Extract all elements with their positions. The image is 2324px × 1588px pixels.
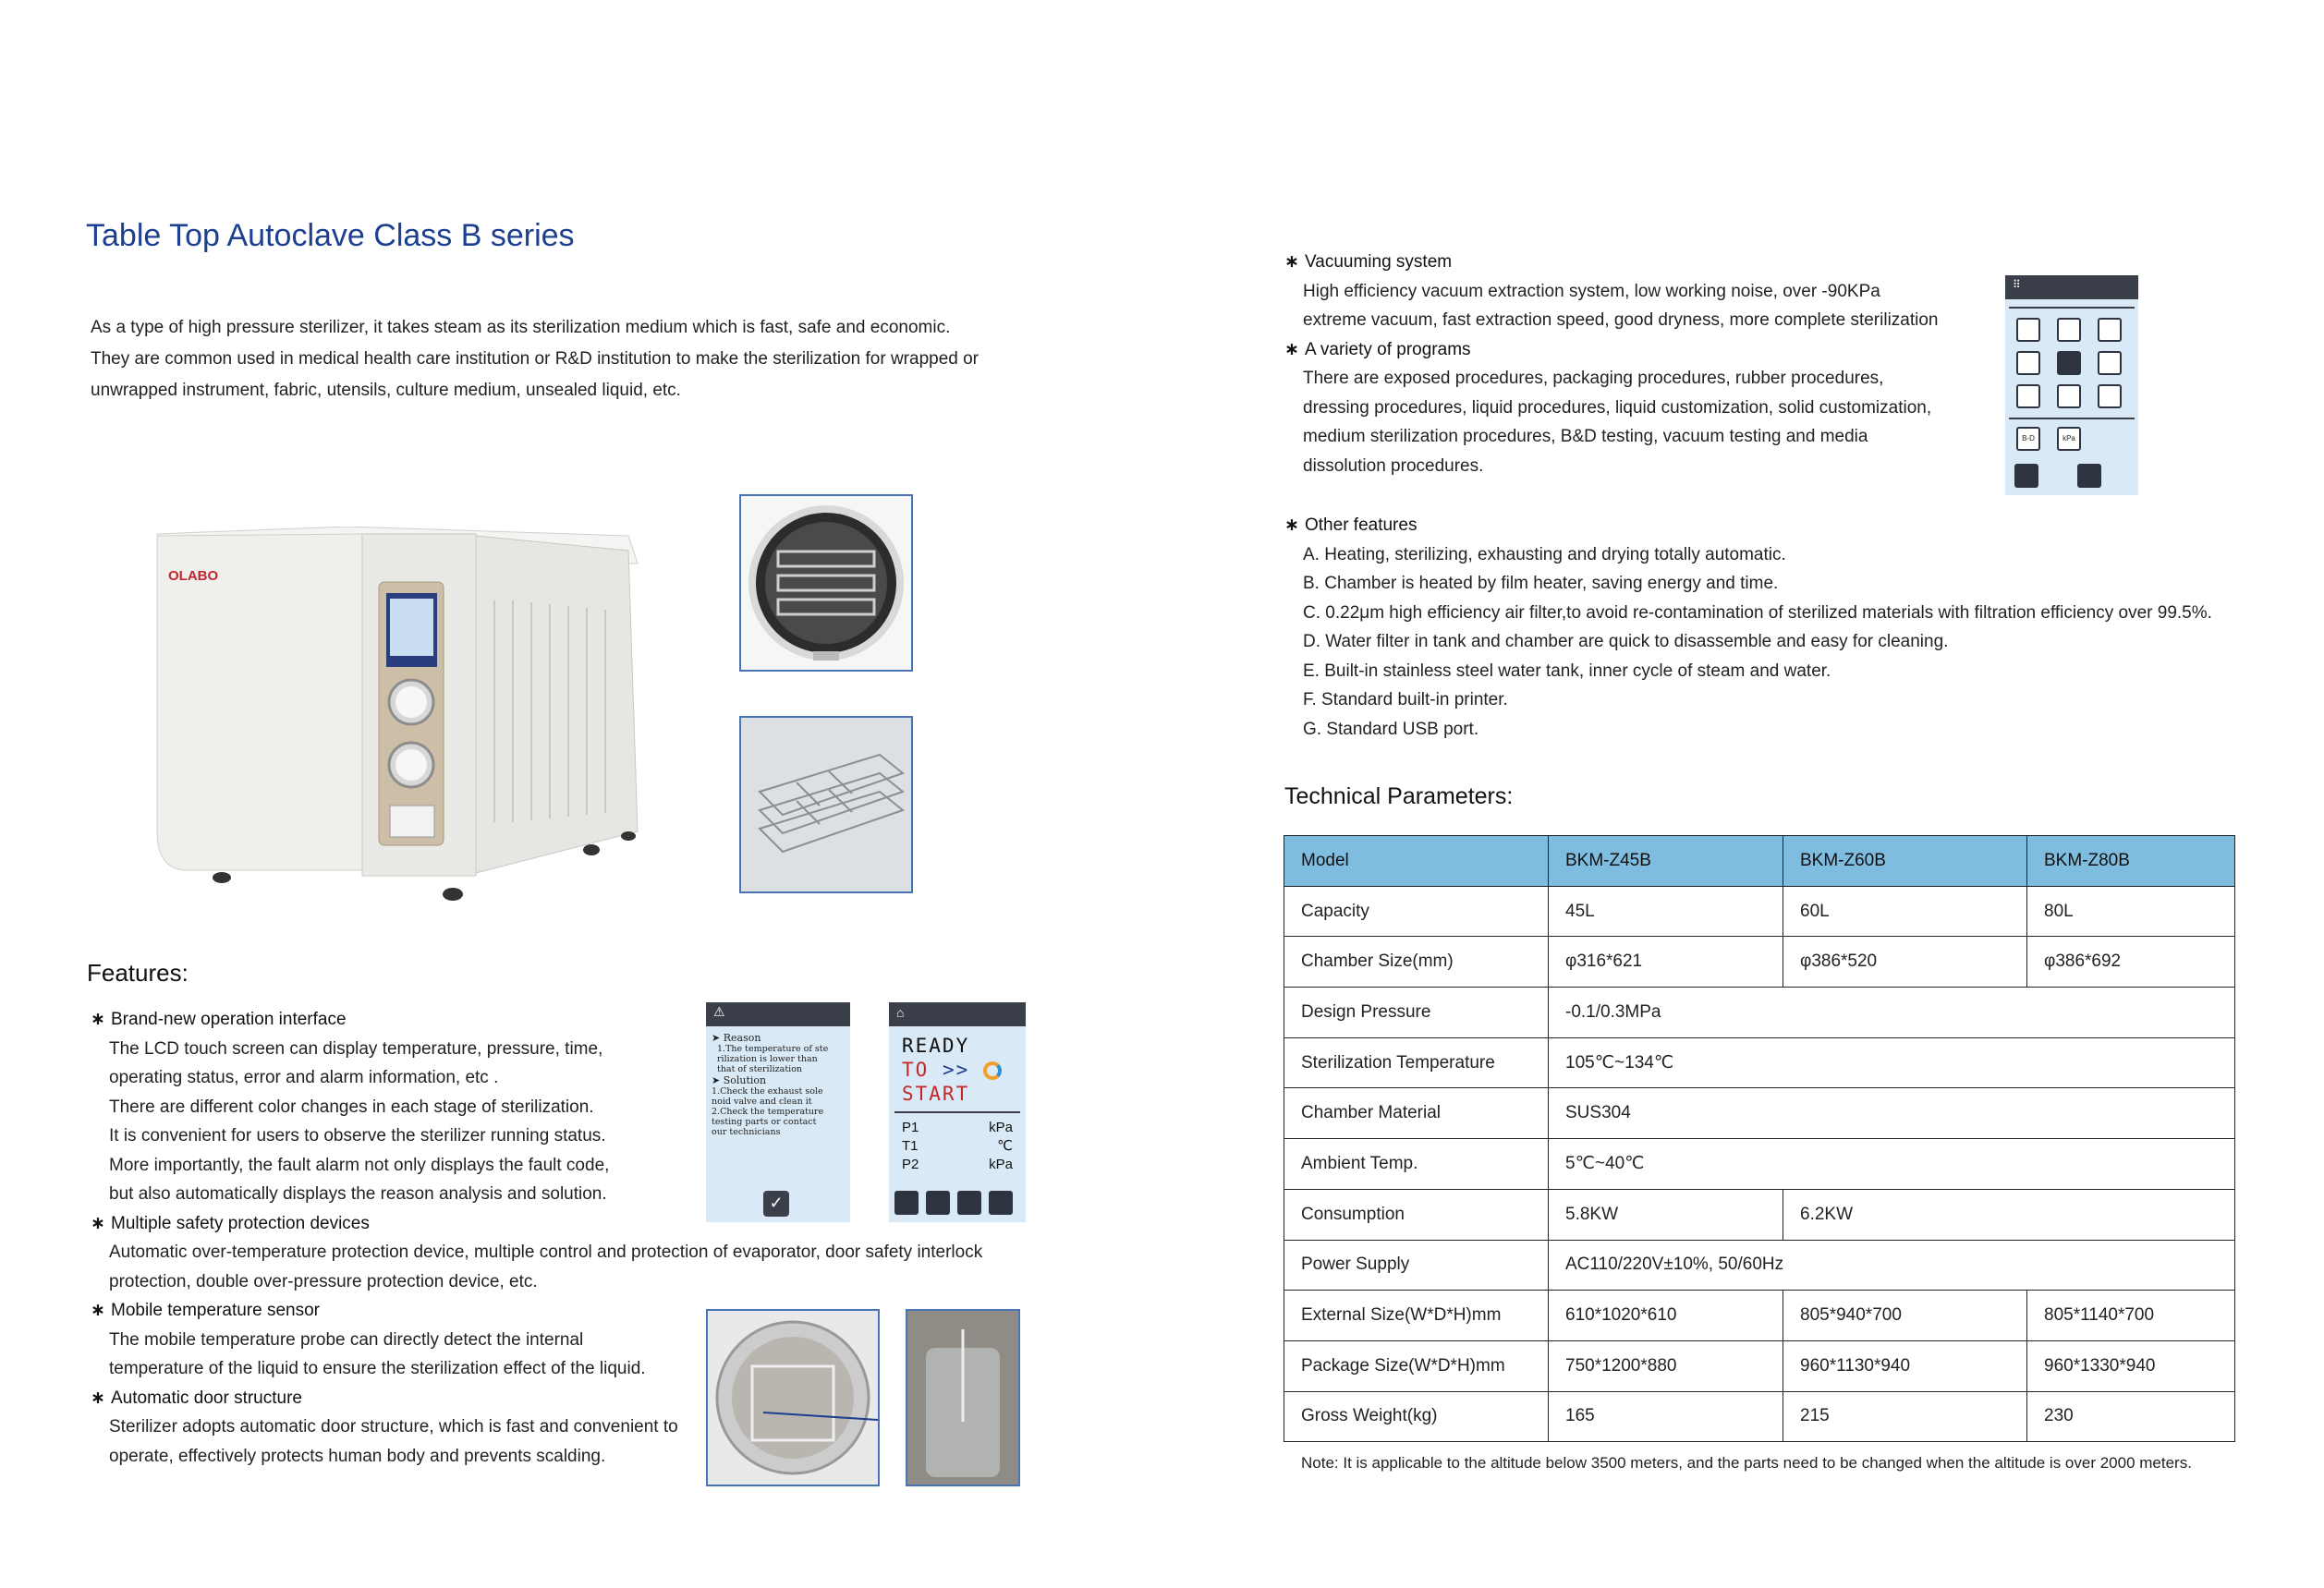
feature-line: operating status, error and alarm information, etc . [109,1068,499,1087]
intro-line: As a type of high pressure sterilizer, it takes steam as its sterilization medium which is fast, safe and economic. [91,318,951,337]
asterisk-icon: ∗ [1284,515,1299,535]
chamber-rack-icon [741,496,911,670]
row-label: Chamber Size(mm) [1284,937,1549,988]
other-line: G. Standard USB port. [1303,719,1479,739]
feature-line: temperature of the liquid to ensure the sterilization effect of the liquid. [109,1359,646,1378]
feature-line: Automatic over-temperature protection device, multiple control and protection of evaporator, door safety interlock [109,1243,983,1262]
table-row [1284,1088,2235,1139]
table-cell: 6.2KW [1783,1189,2235,1240]
header-cell: Model [1284,836,1549,887]
row-label: Capacity [1284,886,1549,937]
warning-icon: ⚠ [706,1002,850,1026]
table-row [1284,1391,2235,1442]
programs-line: dissolution procedures. [1303,455,1484,476]
row-label: External Size(W*D*H)mm [1284,1291,1549,1341]
feature-line: There are different color changes in each stage of sterilization. [109,1097,594,1117]
table-cell: 960*1330*940 [2027,1340,2235,1391]
table-row [1284,1340,2235,1391]
vacuum-title: ∗ Vacuuming system [1284,248,2116,277]
home-icon[interactable]: ⌂ [889,1002,1026,1026]
other-line: F. Standard built-in printer. [1303,690,1508,709]
feature-line: The mobile temperature probe can directly detect the internal [109,1329,584,1350]
table-cell: 80L [2027,886,2235,937]
solution-line: noid valve and clean it [712,1097,812,1107]
lcd-error-screen: ⚠ ➤ Reason 1.The temperature of ste rilization is lower than that of sterilization ➤ Solution 1.Check the exhaust sole noid valve and clean it 2.Check the temperature testing parts or contact our technicians ✓ [706,1002,850,1222]
table-cell: φ386*692 [2027,937,2235,988]
table-row [1284,1240,2235,1291]
other-line: C. 0.22μm high efficiency air filter,to avoid re-contamination of sterilized materials with filtration efficiency over 99.5%. [1303,602,2212,623]
arrows-text: >> [942,1059,970,1081]
spec-table [1284,835,2235,1442]
to-text: TO [902,1059,930,1081]
solution-label: Solution [723,1074,767,1086]
programs-line: medium sterilization procedures, B&D testing, vacuum testing and media [1303,427,1868,446]
table-cell: -0.1/0.3MPa [1549,988,2235,1038]
olabo-logo: OLABO [168,568,219,584]
table-cell: 5℃~40℃ [1549,1139,2235,1190]
table-row [1284,1291,2235,1341]
back-icon[interactable] [2077,464,2101,488]
door-icon[interactable] [2014,464,2038,488]
solid-icon[interactable] [2016,384,2040,408]
programs-line: dressing procedures, liquid procedures, liquid customization, solid customization, [1303,397,1932,418]
vacuum-line: extreme vacuum, fast extraction speed, good dryness, more complete sterilization [1303,310,1939,330]
row-label: Chamber Material [1284,1088,1549,1139]
table-cell: 230 [2027,1391,2235,1442]
row-label: Design Pressure [1284,988,1549,1038]
row-label: Ambient Temp. [1284,1139,1549,1190]
solution-line: testing parts or contact [712,1117,817,1127]
row-label: Package Size(W*D*H)mm [1284,1340,1549,1391]
other-line: E. Built-in stainless steel water tank, inner cycle of steam and water. [1303,661,1831,681]
medium-icon[interactable] [2057,384,2081,408]
feature-line: It is convenient for users to observe the sterilizer running status. [109,1126,606,1146]
asterisk-icon: ∗ [1284,252,1299,272]
reason-line: rilization is lower than [717,1054,818,1064]
feature-line: but also automatically displays the reason analysis and solution. [109,1184,607,1204]
rubber-icon[interactable] [2098,318,2122,342]
confirm-icon[interactable]: ✓ [763,1191,789,1217]
table-row [1284,988,2235,1038]
tech-heading: Technical Parameters: [1284,783,1514,809]
header-cell: BKM-Z45B [1549,836,1783,887]
table-row [1284,886,2235,937]
sensor-chamber-icon [708,1311,878,1485]
feature-line: Sterilizer adopts automatic door structure, which is fast and convenient to [109,1417,678,1436]
bd-test-icon[interactable]: B-D [2016,427,2040,451]
asterisk-icon: ∗ [91,1301,105,1320]
programs-line: There are exposed procedures, packaging procedures, rubber procedures, [1303,369,1884,388]
intro-paragraph [91,312,1015,406]
door-icon[interactable] [926,1191,950,1215]
table-row [1284,1189,2235,1240]
flask-icon[interactable] [2016,351,2040,375]
asterisk-icon: ∗ [1284,339,1299,359]
table-header-row [1284,836,2235,887]
feature-line: protection, double over-pressure protection device, etc. [109,1271,538,1291]
table-row [1284,937,2235,988]
dressing-icon[interactable] [2098,351,2122,375]
table-cell: 960*1130*940 [1783,1340,2027,1391]
reason-line: 1.The temperature of ste [717,1044,829,1054]
table-cell: AC110/220V±10%, 50/60Hz [1549,1240,2235,1291]
header-cell: BKM-Z60B [1783,836,2027,887]
row-label: Gross Weight(kg) [1284,1391,1549,1442]
feature-title: ∗ Brand-new operation interface [91,1005,996,1035]
table-cell: 165 [1549,1391,1783,1442]
other-features [1284,511,2301,744]
other-title: ∗ Other features [1284,511,2301,540]
solution-line: 2.Check the temperature [712,1107,824,1117]
table-cell: φ386*520 [1783,937,2027,988]
table-row [1284,1139,2235,1190]
intro-line: They are common used in medical health care institution or R&D institution to make the sterilization for wrapped or [91,349,979,369]
table-cell: 60L [1783,886,2027,937]
menu-grid-icon[interactable]: ⠿ [2005,275,2138,299]
table-row [1284,1037,2235,1088]
solution-line: 1.Check the exhaust sole [712,1086,823,1097]
other-line: B. Chamber is heated by film heater, saving energy and time. [1303,574,1779,593]
features-heading: Features: [87,959,189,987]
feature-line: More importantly, the fault alarm not only displays the fault code, [109,1155,610,1175]
wire-tray-icon [741,718,911,891]
row-label: Sterilization Temperature [1284,1037,1549,1088]
page-title: Table Top Autoclave Class B series [86,218,575,253]
asterisk-icon: ∗ [91,1010,105,1029]
row-label: Power Supply [1284,1240,1549,1291]
readout-row: T1 ℃ [902,1138,1013,1154]
reason-label: Reason [723,1032,761,1044]
dissolution-icon[interactable] [2098,384,2122,408]
autoclave-product-image [148,527,642,905]
table-cell: 750*1200*880 [1549,1340,1783,1391]
other-line: A. Heating, sterilizing, exhausting and drying totally automatic. [1303,544,1786,564]
scissors-icon[interactable] [2016,318,2040,342]
table-cell: 805*1140*700 [2027,1291,2235,1341]
lcd-ready-screen [889,1002,1026,1222]
vacuum-test-icon[interactable]: kPa [2057,427,2081,451]
table-cell: φ316*621 [1549,937,1783,988]
lcd-programs-screen [2005,275,2138,495]
table-cell: 5.8KW [1549,1189,1783,1240]
asterisk-icon: ∗ [91,1388,105,1408]
chamber-sensor-photo [706,1309,880,1486]
vacuum-line: High efficiency vacuum extraction system, low working noise, over -90KPa [1303,281,1880,301]
readout-row: P1 kPa [902,1120,1013,1135]
other-line: D. Water filter in tank and chamber are quick to disassemble and easy for cleaning. [1303,632,1949,651]
table-cell: 610*1020*610 [1549,1291,1783,1341]
programs-title: ∗ A variety of programs [1284,335,2116,365]
ready-text: READY [902,1035,970,1057]
table-cell: 105℃~134℃ [1549,1037,2235,1088]
bottle-icon [907,1311,1018,1485]
table-cell: 805*940*700 [1783,1291,2027,1341]
chamber-photo [739,494,913,672]
header-cell: BKM-Z80B [2027,836,2235,887]
log-icon[interactable] [989,1191,1013,1215]
row-label: Consumption [1284,1189,1549,1240]
asterisk-icon: ∗ [91,1213,105,1233]
feature-title: ∗ Automatic door structure [91,1384,996,1413]
reason-line: that of sterilization [717,1064,803,1074]
table-cell: 215 [1783,1391,2027,1442]
tray-photo [739,716,913,893]
feature-title: ∗ Multiple safety protection devices [91,1209,996,1239]
start-text: START [902,1083,970,1105]
altitude-note: Note: It is applicable to the altitude below 3500 meters, and the parts need to be changed when the altitude is over 2000 meters. [1301,1454,2192,1472]
settings-icon[interactable] [957,1191,981,1215]
feature-line: operate, effectively protects human body and prevents scalding. [109,1446,606,1466]
right-features [1284,248,2116,480]
readout-row: P2 kPa [902,1157,1013,1172]
solution-line: our technicians [712,1127,781,1137]
wrapped-instrument-icon[interactable] [2057,318,2081,342]
table-cell: SUS304 [1549,1088,2235,1139]
feature-line: The LCD touch screen can display temperature, pressure, time, [109,1038,603,1059]
menu-grid-icon[interactable] [894,1191,919,1215]
refresh-icon [983,1061,1002,1080]
intro-line: unwrapped instrument, fabric, utensils, culture medium, unsealed liquid, etc. [91,381,681,400]
liquid-bottle-photo [906,1309,1020,1486]
table-cell: 45L [1549,886,1783,937]
liquid-icon[interactable] [2057,351,2081,375]
feature-title: ∗ Mobile temperature sensor [91,1296,996,1326]
